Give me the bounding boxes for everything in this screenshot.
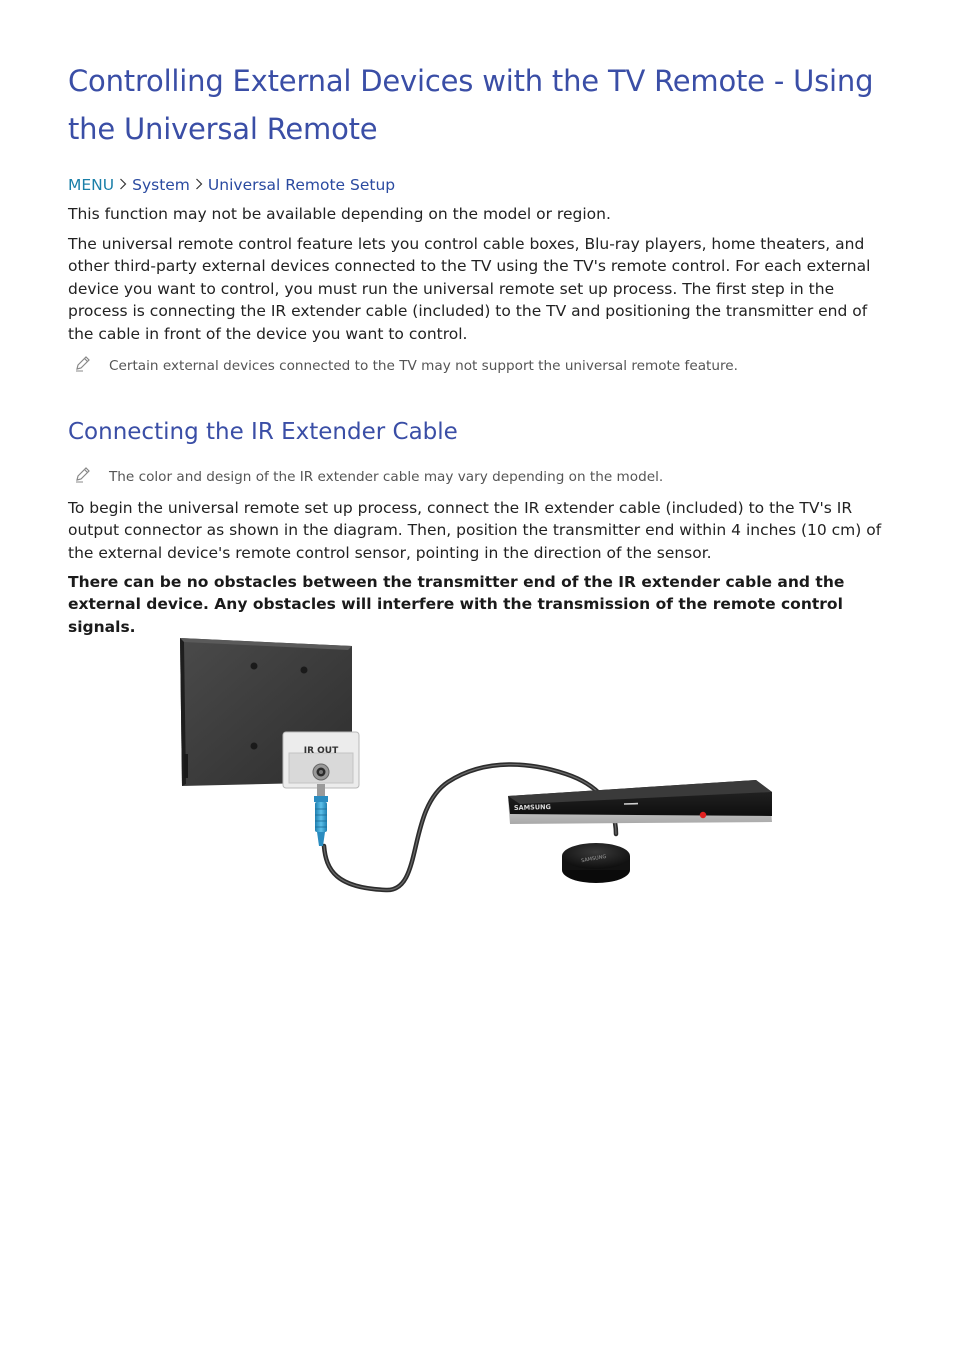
breadcrumb-universal-remote-setup-link[interactable]: Universal Remote Setup	[207, 176, 396, 194]
chevron-right-icon	[119, 174, 127, 196]
chevron-right-icon	[195, 174, 203, 196]
device-brand-label: SAMSUNG	[513, 802, 551, 812]
page-title: Controlling External Devices with the TV Remote - Using the Universal Remote	[68, 64, 874, 146]
pencil-icon	[74, 354, 92, 372]
ir-extender-diagram	[176, 634, 776, 894]
emitter-brand-label: SAMSUNG	[580, 853, 607, 865]
breadcrumb	[68, 174, 395, 196]
availability-text: This function may not be available depending on the model or region.	[68, 205, 611, 223]
pencil-icon	[74, 465, 92, 483]
description-text: The universal remote control feature lets you control cable boxes, Blu-ray players, home theaters, and other third-party external devices connected to the TV using the TV's remote control. For each external device you want to control, you must run the universal remote set up process. The first step in the process is connecting the IR extender cable (included) to the TV and positioning the transmitter end of the cable in front of the device you want to control.	[68, 235, 871, 343]
note-support	[74, 354, 738, 376]
ir-out-label: IR OUT	[303, 746, 339, 756]
note-design	[74, 465, 663, 487]
note-support-text: Certain external devices connected to the TV may not support the universal remote feature.	[109, 358, 738, 374]
breadcrumb-menu-link[interactable]: MENU	[68, 176, 115, 194]
breadcrumb-system-link[interactable]: System	[132, 176, 190, 194]
ir-cable-plug	[314, 784, 328, 846]
external-device	[508, 780, 772, 824]
note-design-text: The color and design of the IR extender cable may vary depending on the model.	[109, 469, 664, 485]
ir-out-port	[283, 732, 359, 788]
warning-text: There can be no obstacles between the transmitter end of the IR extender cable and the external device. Any obstacles will interfere with the transmission of the remote control signals.	[68, 573, 845, 636]
instructions-text: To begin the universal remote set up process, connect the IR extender cable (included) to the TV's IR output connector as shown in the diagram. Then, position the transmitter end within 4 inches (10 cm) of the external device's remote control sensor, pointing in the direction of the sensor.	[68, 499, 882, 562]
ir-emitter	[562, 843, 630, 883]
section-title: Connecting the IR Extender Cable	[68, 419, 458, 445]
device-power-led	[700, 812, 706, 818]
